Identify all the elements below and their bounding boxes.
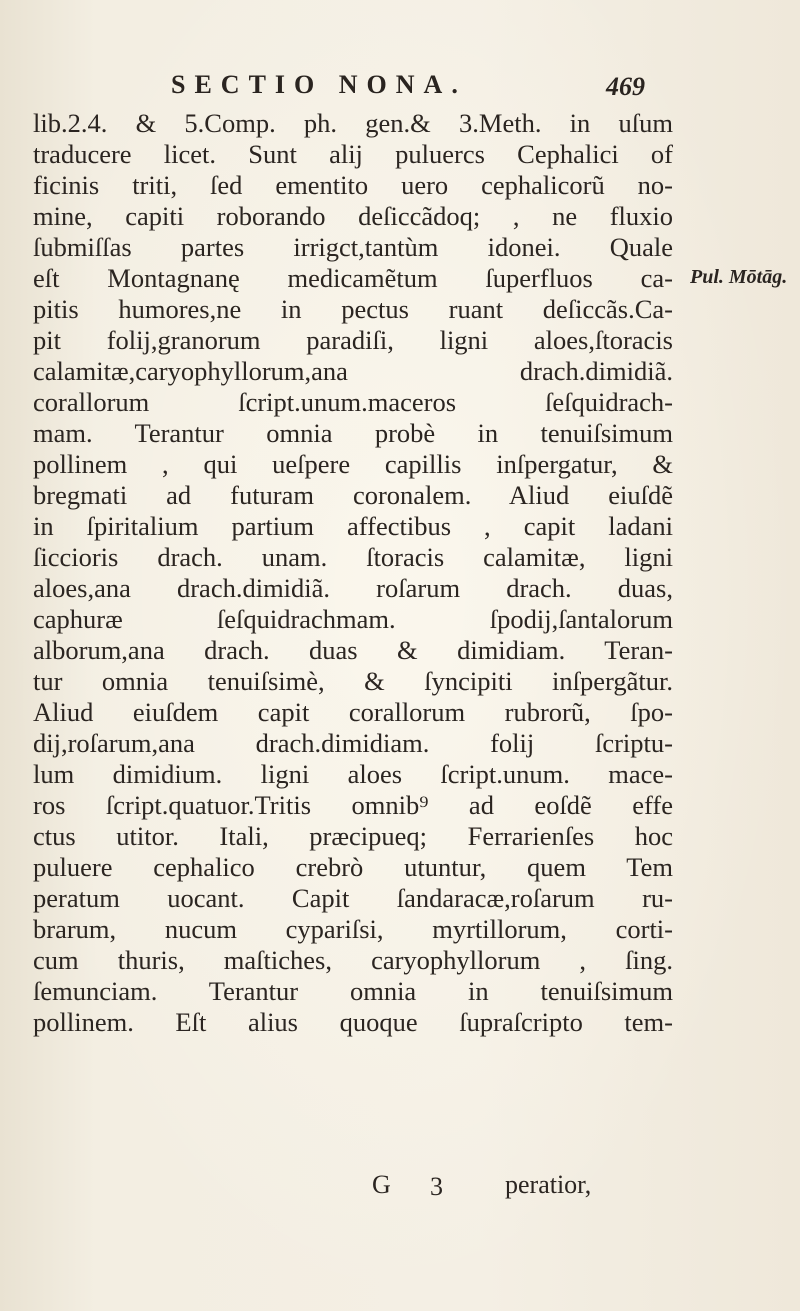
text-line: tur omnia tenuiſsimè, & ſyncipiti inſpergãtur. — [33, 666, 673, 696]
text-line: lum dimidium. ligni aloes ſcript.unum. mace- — [33, 759, 673, 789]
text-line: ros ſcript.quatuor.Tritis omnib⁹ ad eoſdẽ effe — [33, 790, 673, 820]
page-number: 469 — [606, 72, 645, 101]
text-line: cum thuris, maſtiches, caryophyllorum , ſing. — [33, 945, 673, 975]
text-line: ſubmiſſas partes irrigct,tantùm idonei. Quale — [33, 232, 673, 262]
running-title: SECTIO NONA. — [171, 70, 467, 99]
text-line: pitis humores,ne in pectus ruant deſiccãs.Ca- — [33, 294, 673, 324]
text-line: eſt Montagnanę medicamẽtum ſuperfluos ca- — [33, 263, 673, 293]
text-line: caphuræ ſeſquidrachmam. ſpodij,ſantalorum — [33, 604, 673, 634]
text-line: aloes,ana drach.dimidiã. roſarum drach. duas, — [33, 573, 673, 603]
text-line: Aliud eiuſdem capit corallorum rubrorũ, ſpo- — [33, 697, 673, 727]
catchword: peratior, — [505, 1170, 592, 1199]
text-line: bregmati ad futuram coronalem. Aliud eiuſdẽ — [33, 480, 673, 510]
text-line: peratum uocant. Capit ſandaracæ,roſarum ru- — [33, 883, 673, 913]
text-line: puluere cephalico crebrò utuntur, quem Tem — [33, 852, 673, 882]
text-line: in ſpiritalium partium affectibus , capit ladani — [33, 511, 673, 541]
text-line: traducere licet. Sunt alij puluercs Cephalici of — [33, 139, 673, 169]
signature-number: 3 — [430, 1172, 443, 1201]
text-line: alborum,ana drach. duas & dimidiam. Teran- — [33, 635, 673, 665]
margin-note: Pul. Mōtāg. — [690, 266, 788, 288]
text-line: ſemunciam. Terantur omnia in tenuiſsimum — [33, 976, 673, 1006]
body-text — [33, 108, 673, 1038]
text-line: ficinis triti, ſed ementito uero cephalicorũ no- — [33, 170, 673, 200]
text-line: mine, capiti roborando deſiccãdoq; , ne fluxio — [33, 201, 673, 231]
text-line: pollinem , qui ueſpere capillis inſpergatur, & — [33, 449, 673, 479]
text-line: calamitæ,caryophyllorum,ana drach.dimidiã. — [33, 356, 673, 386]
text-line: pit folij,granorum paradiſi, ligni aloes,ſtoracis — [33, 325, 673, 355]
text-line: lib.2.4. & 5.Comp. ph. gen.& 3.Meth. in uſum — [33, 108, 673, 138]
text-line: corallorum ſcript.unum.maceros ſeſquidrach- — [33, 387, 673, 417]
text-line: mam. Terantur omnia probè in tenuiſsimum — [33, 418, 673, 448]
text-line: dij,roſarum,ana drach.dimidiam. folij ſcriptu- — [33, 728, 673, 758]
signature-mark: G — [372, 1170, 391, 1199]
text-line: ctus utitor. Itali, præcipueq; Ferrarienſes hoc — [33, 821, 673, 851]
text-line: ſiccioris drach. unam. ſtoracis calamitæ, ligni — [33, 542, 673, 572]
text-line: pollinem. Eſt alius quoque ſupraſcripto tem- — [33, 1007, 673, 1037]
text-line: brarum, nucum cypariſsi, myrtillorum, corti- — [33, 914, 673, 944]
